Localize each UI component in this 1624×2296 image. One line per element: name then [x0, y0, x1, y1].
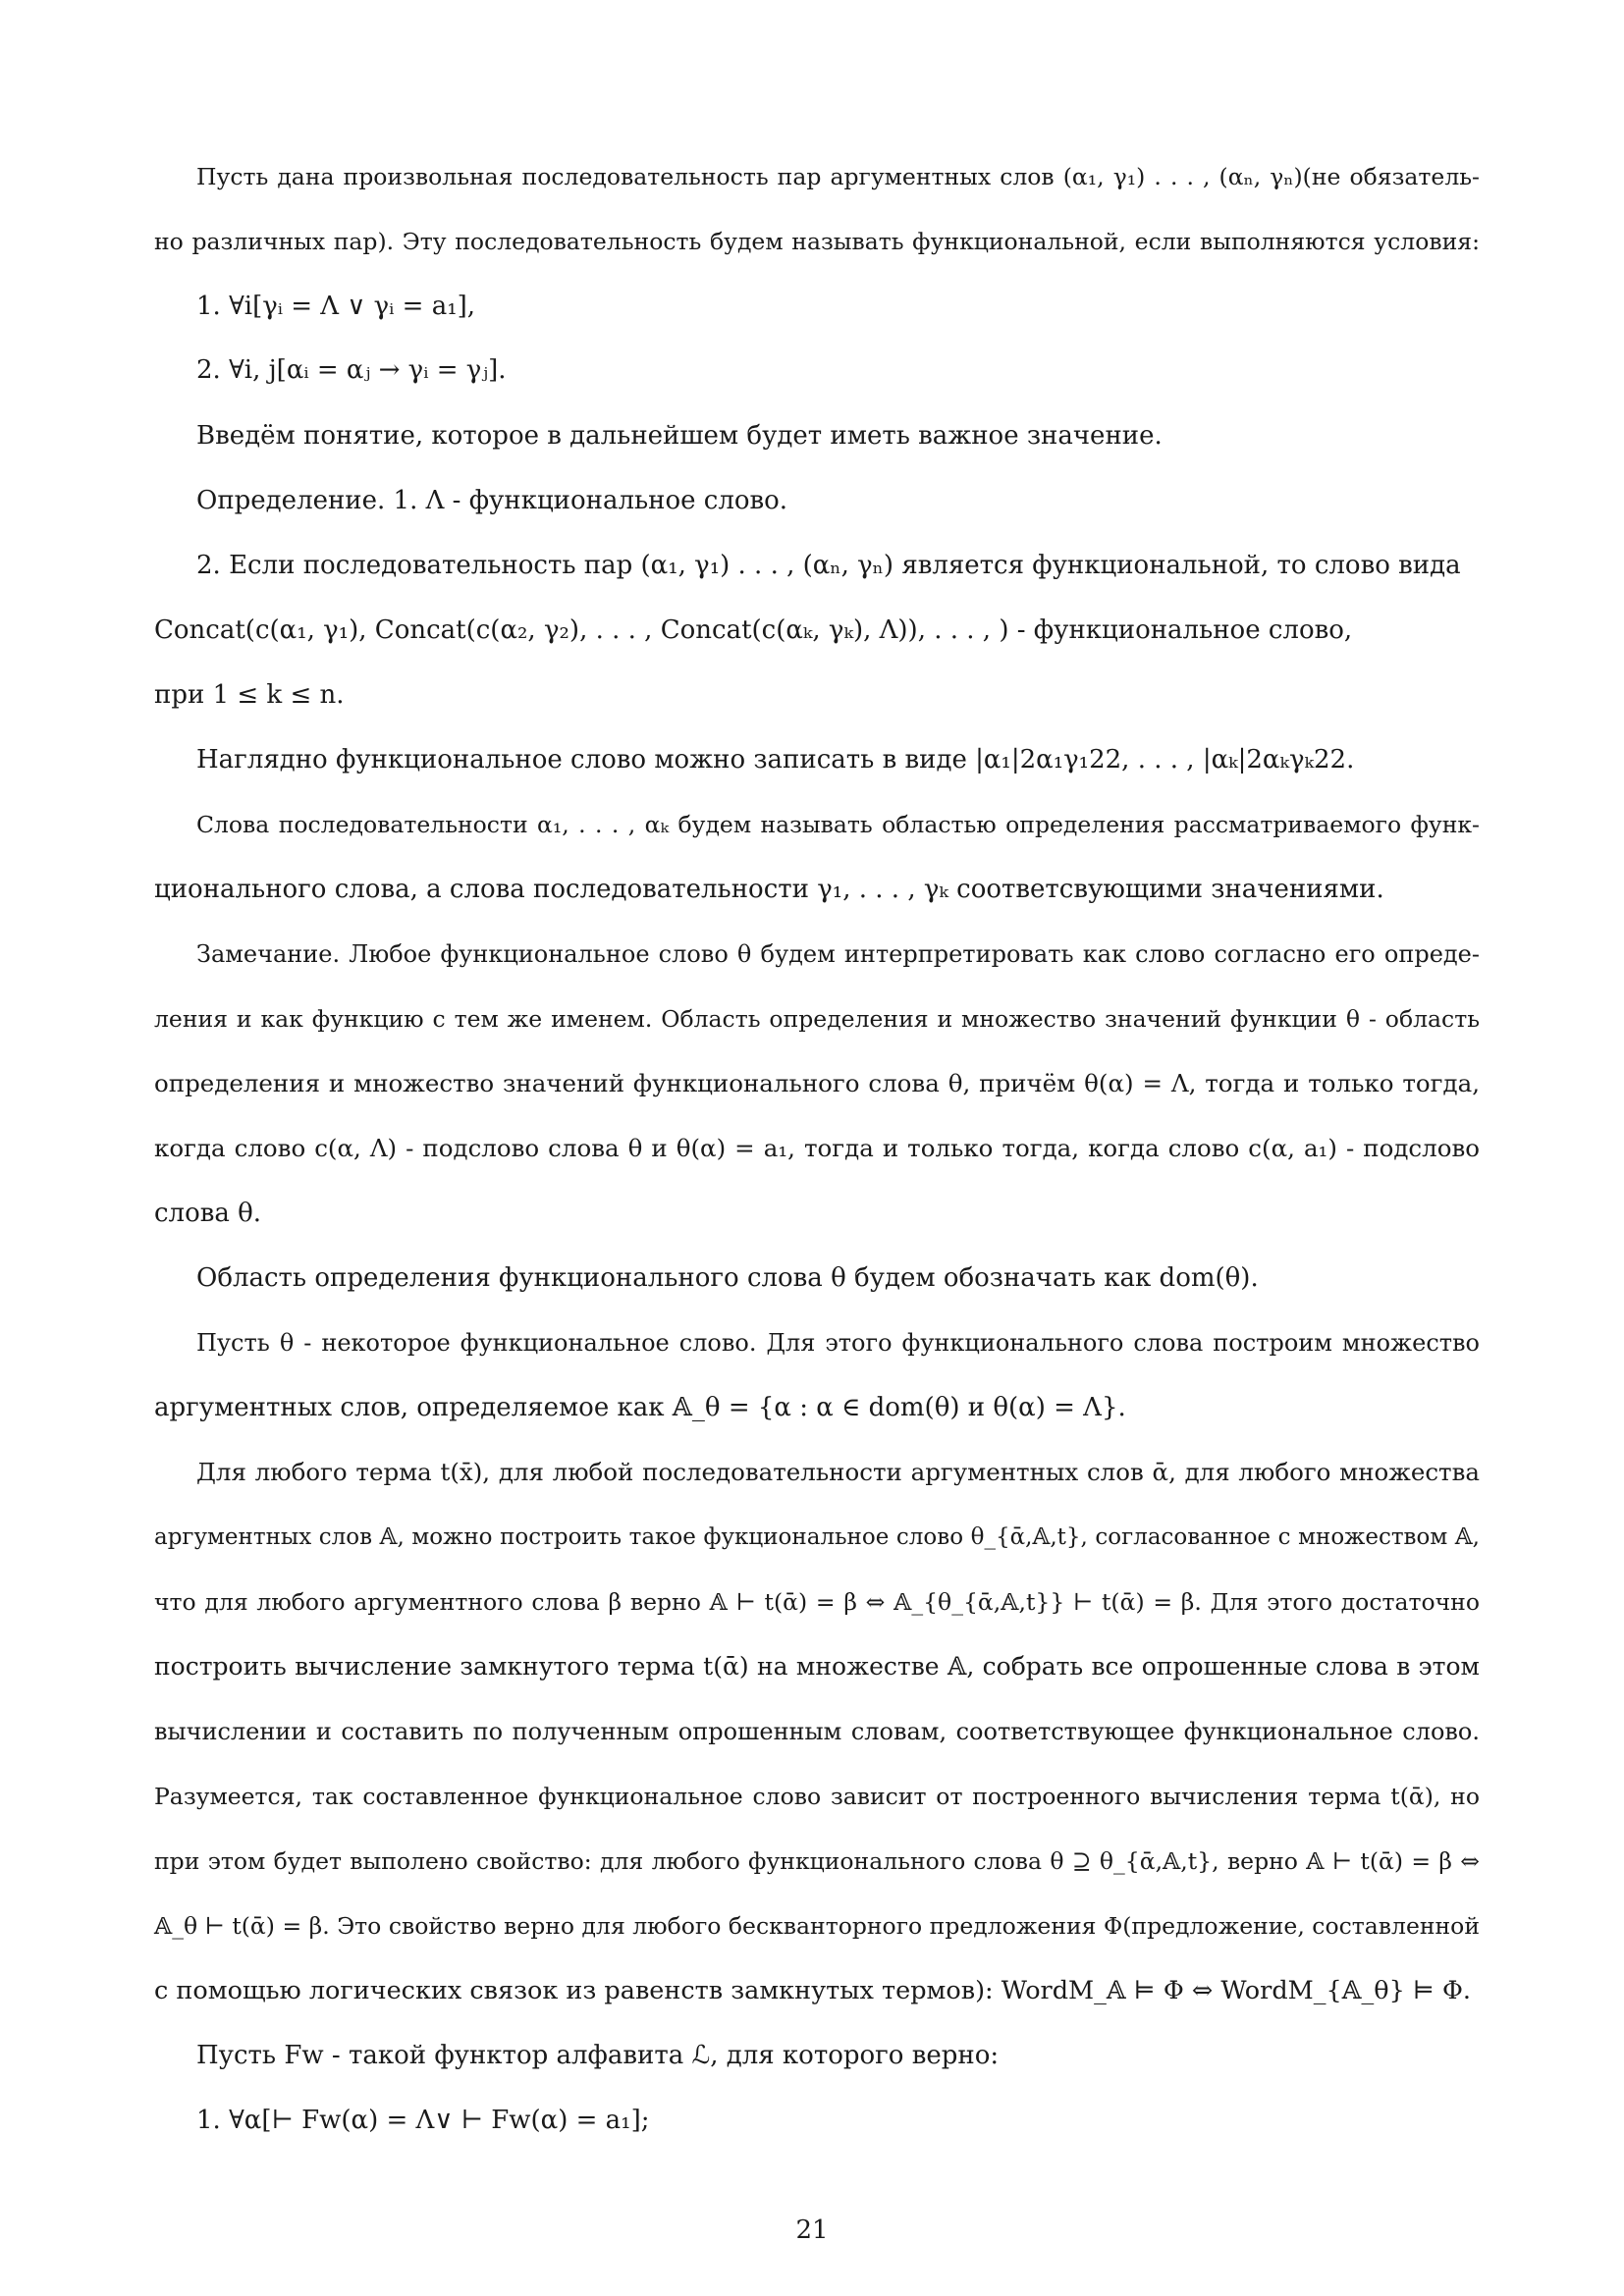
- text-line: аргументных слов, определяемое как 𝔸_θ = {α : α ∈ dom(θ) и θ(α) = Λ}.: [154, 1393, 1126, 1422]
- text-line: когда слово c(α, Λ) - подслово слова θ и θ(α) = a₁, тогда и только тогда, когда слово c(α, a₁) - подслово: [154, 1134, 1480, 1162]
- text-line: определения и множество значений функционального слова θ, причём θ(α) = Λ, тогда и только тогда,: [154, 1069, 1480, 1097]
- text-line: Введём понятие, которое в дальнейшем будет иметь важное значение.: [196, 421, 1163, 451]
- text-line: Пусть Fw - такой функтор алфавита ℒ, для которого верно:: [196, 2041, 1000, 2070]
- text-line: но различных пар). Эту последовательность будем называть функциональной, если выполняются условия:: [154, 228, 1480, 255]
- text-line: 1. ∀α[⊢ Fw(α) = Λ∨ ⊢ Fw(α) = a₁];: [196, 2106, 650, 2135]
- text-line: Область определения функционального слова θ будем обозначать как dom(θ).: [196, 1263, 1259, 1293]
- text-line: что для любого аргументного слова β верно 𝔸 ⊢ t(ᾱ) = β ⇔ 𝔸_{θ_{ᾱ,𝔸,t}} ⊢ t(ᾱ) = β. Для этого достаточно: [154, 1588, 1480, 1616]
- text-line: слова θ.: [154, 1199, 262, 1228]
- text-line: 𝔸_θ ⊢ t(ᾱ) = β. Это свойство верно для любого бескванторного предложения Φ(предложение, составленной: [154, 1912, 1480, 1940]
- text-line: Наглядно функциональное слово можно записать в виде |α₁|2α₁γ₁22, . . . , |αₖ|2αₖγₖ22.: [196, 745, 1355, 774]
- text-line: 1. ∀i[γᵢ = Λ ∨ γᵢ = a₁],: [196, 292, 476, 321]
- text-line: Разумеется, так составленное функциональное слово зависит от построенного вычисления терма t(ᾱ), но: [154, 1783, 1480, 1810]
- text-line: 2. Если последовательность пар (α₁, γ₁) . . . , (αₙ, γₙ) является функциональной, то слово вида: [196, 551, 1461, 580]
- text-line: Для любого терма t(x̄), для любой последовательности аргументных слов ᾱ, для любого множества: [196, 1458, 1480, 1486]
- text-line: аргументных слов 𝔸, можно построить такое фукциональное слово θ_{ᾱ,𝔸,t}, согласованное с множеством 𝔸,: [154, 1524, 1480, 1550]
- text-line: 2. ∀i, j[αᵢ = αⱼ → γᵢ = γⱼ].: [196, 355, 507, 385]
- text-line: с помощью логических связок из равенств замкнутых термов): WordM_𝔸 ⊨ Φ ⇔ WordM_{𝔸_θ} ⊨ Φ.: [154, 1976, 1472, 2005]
- text-line: Слова последовательности α₁, . . . , αₖ будем называть областью определения рассматриваемого функ-: [196, 811, 1480, 838]
- definition-line: Определение. 1. Λ - функциональное слово.: [196, 486, 788, 515]
- text-line: ления и как функцию с тем же именем. Область определения и множество значений функции θ - область: [154, 1005, 1480, 1033]
- text-line: вычислении и составить по полученным опрошенным словам, соответствующее функциональное слово.: [154, 1718, 1480, 1745]
- remark-line: Замечание. Любое функциональное слово θ будем интерпретировать как слово согласно его опреде-: [196, 940, 1480, 968]
- text-line: Пусть дана произвольная последовательность пар аргументных слов (α₁, γ₁) . . . , (αₙ, γₙ)(не обязатель-: [196, 163, 1480, 190]
- text-line: построить вычисление замкнутого терма t(ᾱ) на множестве 𝔸, собрать все опрошенные слова в этом: [154, 1652, 1480, 1681]
- text-line: при 1 ≤ k ≤ n.: [154, 680, 345, 710]
- text-line: ционального слова, а слова последовательности γ₁, . . . , γₖ соответсвующими значениями.: [154, 875, 1384, 904]
- text-line: Пусть θ - некоторое функциональное слово. Для этого функционального слова построим множество: [196, 1329, 1480, 1357]
- text-line: при этом будет выполено свойство: для любого функционального слова θ ⊇ θ_{ᾱ,𝔸,t}, верно 𝔸 ⊢ t(ᾱ) = β ⇔: [154, 1847, 1480, 1875]
- page-number: 21: [795, 2216, 829, 2245]
- text-line: Concat(c(α₁, γ₁), Concat(c(α₂, γ₂), . . . , Concat(c(αₖ, γₖ), Λ)), . . . , ) - функциональное слово,: [154, 615, 1353, 645]
